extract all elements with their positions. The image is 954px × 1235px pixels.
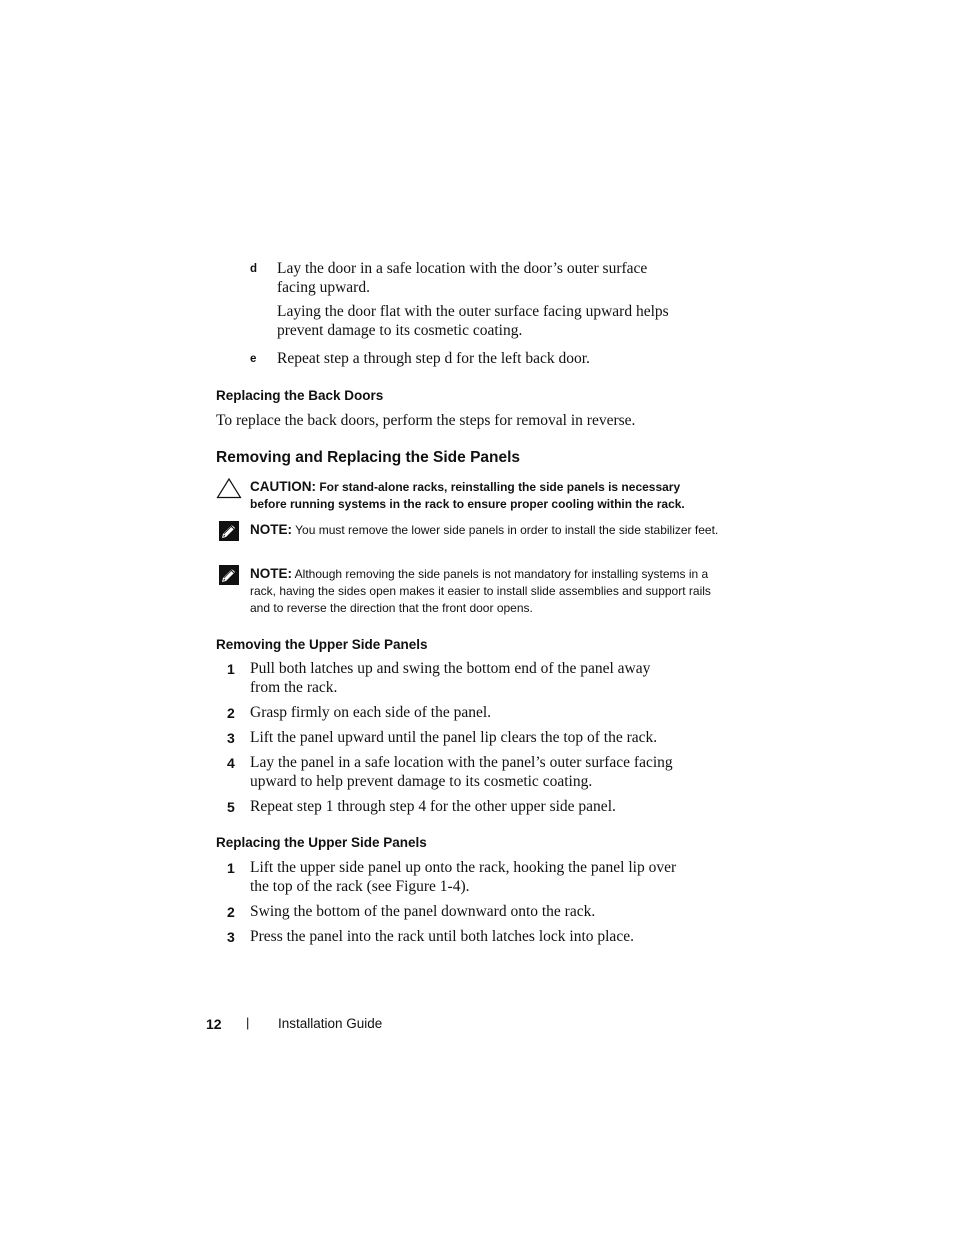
step-number: 1 [227,661,235,677]
step-number: 4 [227,755,235,771]
note-1-block [250,521,720,539]
section-heading: Removing and Replacing the Side Panels [216,449,521,466]
step-d-text: Lay the door in a safe location with the door’s outer surface facing upward. [277,260,648,296]
note-pencil-icon [218,520,240,542]
caution-label: CAUTION: [250,479,316,494]
page-number: 12 [206,1016,222,1032]
footer-separator: | [246,1015,250,1030]
step-number: 2 [227,904,235,920]
step-text: Lay the panel in a safe location with the panel’s outer surface facing upward to help prevent damage to its cosmetic coating. [250,754,673,790]
step-text: Press the panel into the rack until both latches lock into place. [250,928,634,945]
step-number: 1 [227,860,235,876]
note-pencil-icon [218,564,240,586]
note-2-text: Although removing the side panels is not mandatory for installing systems in a rack, having the sides open makes it easier to install slide assemblies and support rails and to reverse the direction that the front door opens. [250,567,711,615]
step-number: 5 [227,799,235,815]
step-text: Grasp firmly on each side of the panel. [250,704,492,721]
replacing-upper-heading: Replacing the Upper Side Panels [216,835,427,850]
replacing-back-doors-body: To replace the back doors, perform the steps for removal in reverse. [216,412,636,429]
note-1-text: You must remove the lower side panels in order to install the side stabilizer feet. [295,523,719,537]
note-1-label: NOTE: [250,522,292,537]
replacing-back-doors-heading: Replacing the Back Doors [216,388,384,403]
removing-upper-heading: Removing the Upper Side Panels [216,637,428,652]
step-marker-e: e [250,353,257,365]
caution-text: For stand-alone racks, reinstalling the side panels is necessary before running systems in the rack to ensure proper cooling within the rack. [250,480,685,511]
step-number: 3 [227,929,235,945]
step-e-text: Repeat step a through step d for the left back door. [277,350,590,367]
note-2-block [250,565,720,617]
step-text: Lift the panel upward until the panel lip clears the top of the rack. [250,729,658,746]
step-d-detail: Laying the door flat with the outer surface facing upward helps prevent damage to its cosmetic coating. [277,303,669,339]
step-text: Pull both latches up and swing the bottom end of the panel away from the rack. [250,660,651,696]
step-marker-d: d [250,263,258,275]
footer-title: Installation Guide [278,1016,383,1031]
step-text: Lift the upper side panel up onto the rack, hooking the panel lip over the top of the rack (see Figure 1-4). [250,859,677,895]
note-2-label: NOTE: [250,566,292,581]
step-text: Repeat step 1 through step 4 for the other upper side panel. [250,798,616,815]
caution-block [250,478,720,513]
step-number: 3 [227,730,235,746]
step-text: Swing the bottom of the panel downward onto the rack. [250,903,596,920]
step-number: 2 [227,705,235,721]
caution-triangle-icon [216,477,242,499]
